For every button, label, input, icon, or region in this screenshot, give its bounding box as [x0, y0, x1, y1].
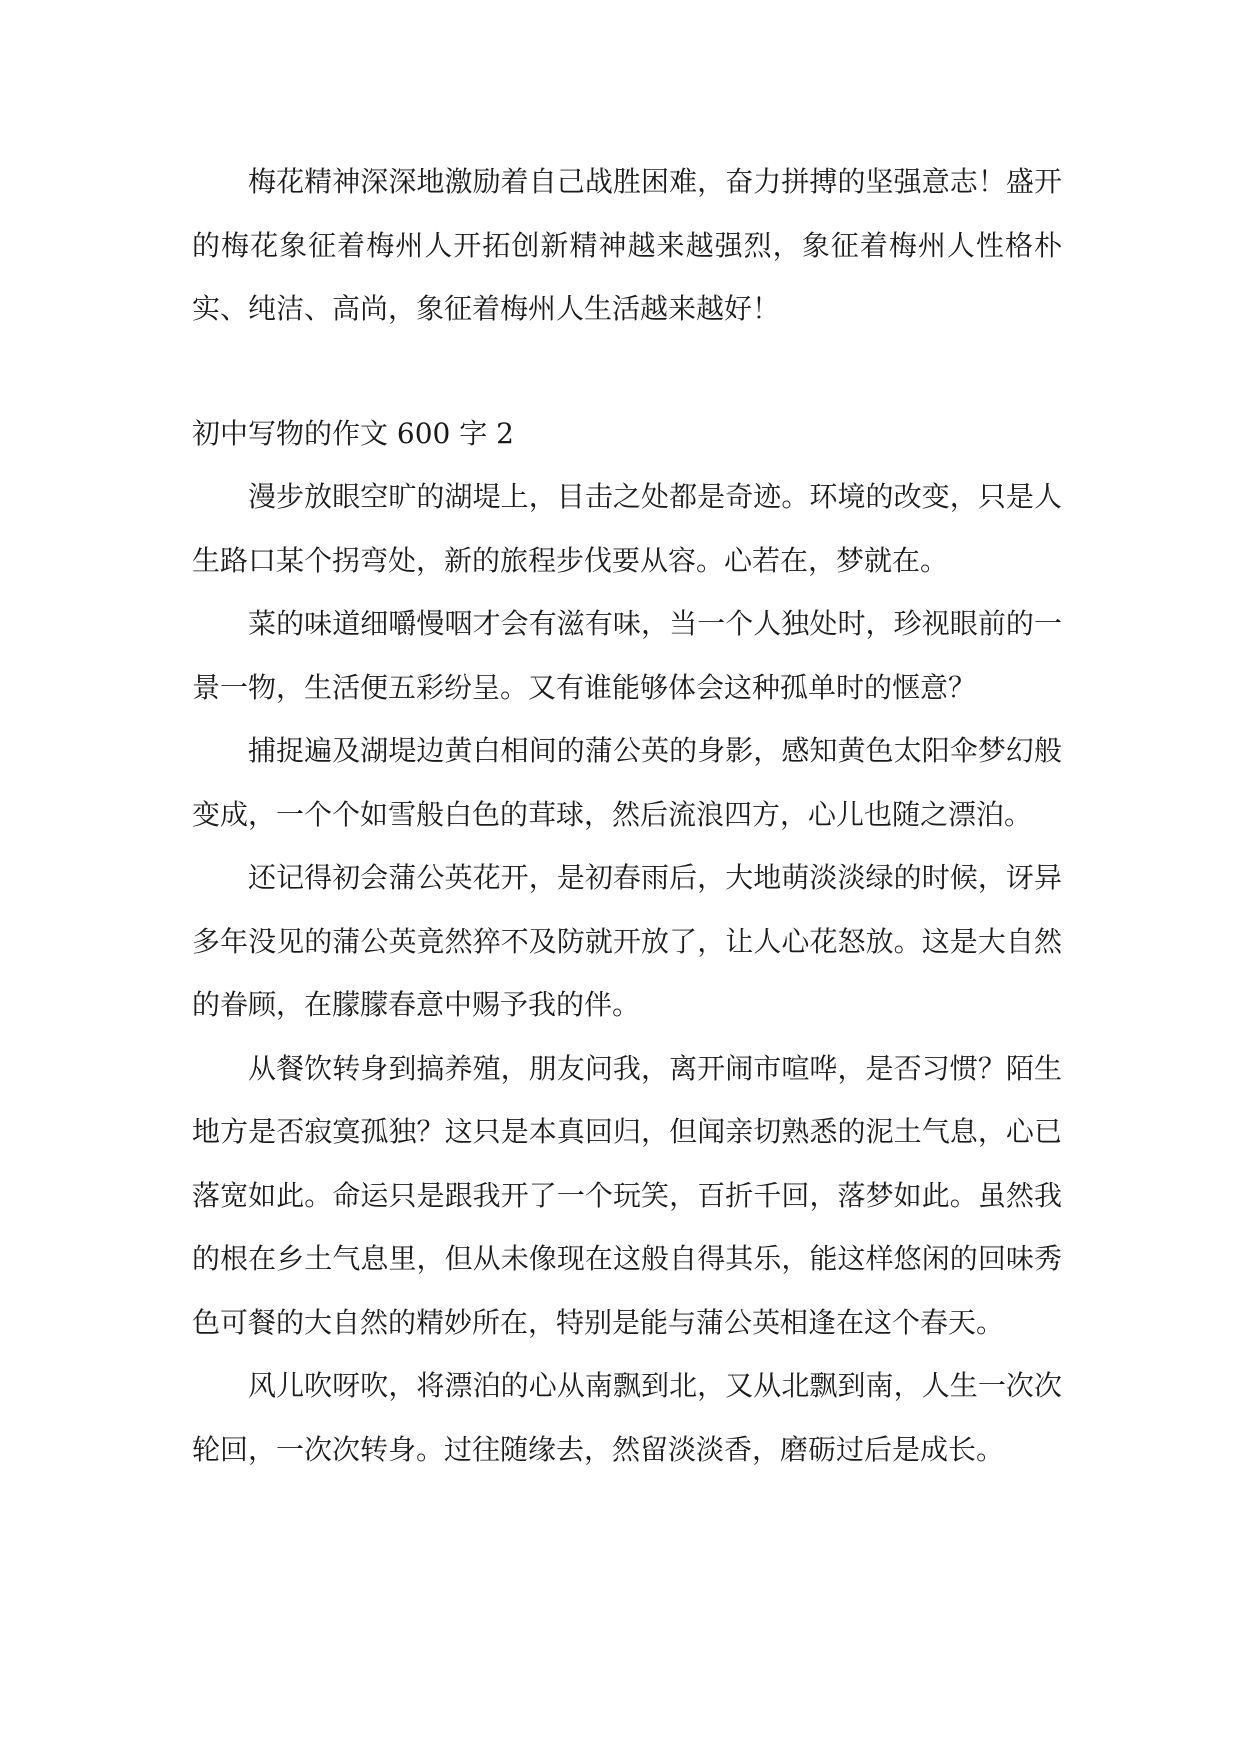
- paragraph-dandelion-shadow: 捕捉遍及湖堤边黄白相间的蒲公英的身影，感知黄色太阳伞梦幻般变成，一个个如雪般白色的茸球，然后流浪四方，心儿也随之漂泊。: [192, 734, 1062, 831]
- paragraph-solitude: 菜的味道细嚼慢咽才会有滋有味，当一个人独处时，珍视眼前的一景一物，生活便五彩纷呈。又有谁能够体会这种孤单时的惬意？: [192, 607, 1062, 704]
- document-body: [192, 150, 1062, 1481]
- paragraph-lake-walk: 漫步放眼空旷的湖堤上，目击之处都是奇迹。环境的改变，只是人生路口某个拐弯处，新的旅程步伐要从容。心若在，梦就在。: [192, 480, 1062, 577]
- paragraph-first-bloom: 还记得初会蒲公英花开，是初春雨后，大地萌淡淡绿的时候，讶异多年没见的蒲公英竟然猝不及防就开放了，让人心花怒放。这是大自然的眷顾，在朦朦春意中赐予我的伴。: [192, 861, 1062, 1021]
- essay-heading: 初中写物的作文 600 字 2: [192, 416, 514, 450]
- paragraph-plum-spirit: 梅花精神深深地激励着自己战胜困难，奋力拼搏的坚强意志！盛开的梅花象征着梅州人开拓创新精神越来越强烈，象征着梅州人性格朴实、纯洁、高尚，象征着梅州人生活越来越好！: [192, 165, 1062, 325]
- paragraph-wind: 风儿吹呀吹，将漂泊的心从南飘到北，又从北飘到南，人生一次次轮回，一次次转身。过往随缘去，然留淡淡香，磨砺过后是成长。: [192, 1369, 1062, 1466]
- paragraph-career-change: 从餐饮转身到搞养殖，朋友问我，离开闹市喧哗，是否习惯？陌生地方是否寂寞孤独？这只是本真回归，但闻亲切熟悉的泥土气息，心已落宽如此。命运只是跟我开了一个玩笑，百折千回，落梦如此。虽然我的根在乡土气息里，但从未像现在这般自得其乐，能这样悠闲的回味秀色可餐的大自然的精妙所在，特别是能与蒲公英相逢在这个春天。: [192, 1051, 1062, 1339]
- section-spacer: [192, 341, 1062, 402]
